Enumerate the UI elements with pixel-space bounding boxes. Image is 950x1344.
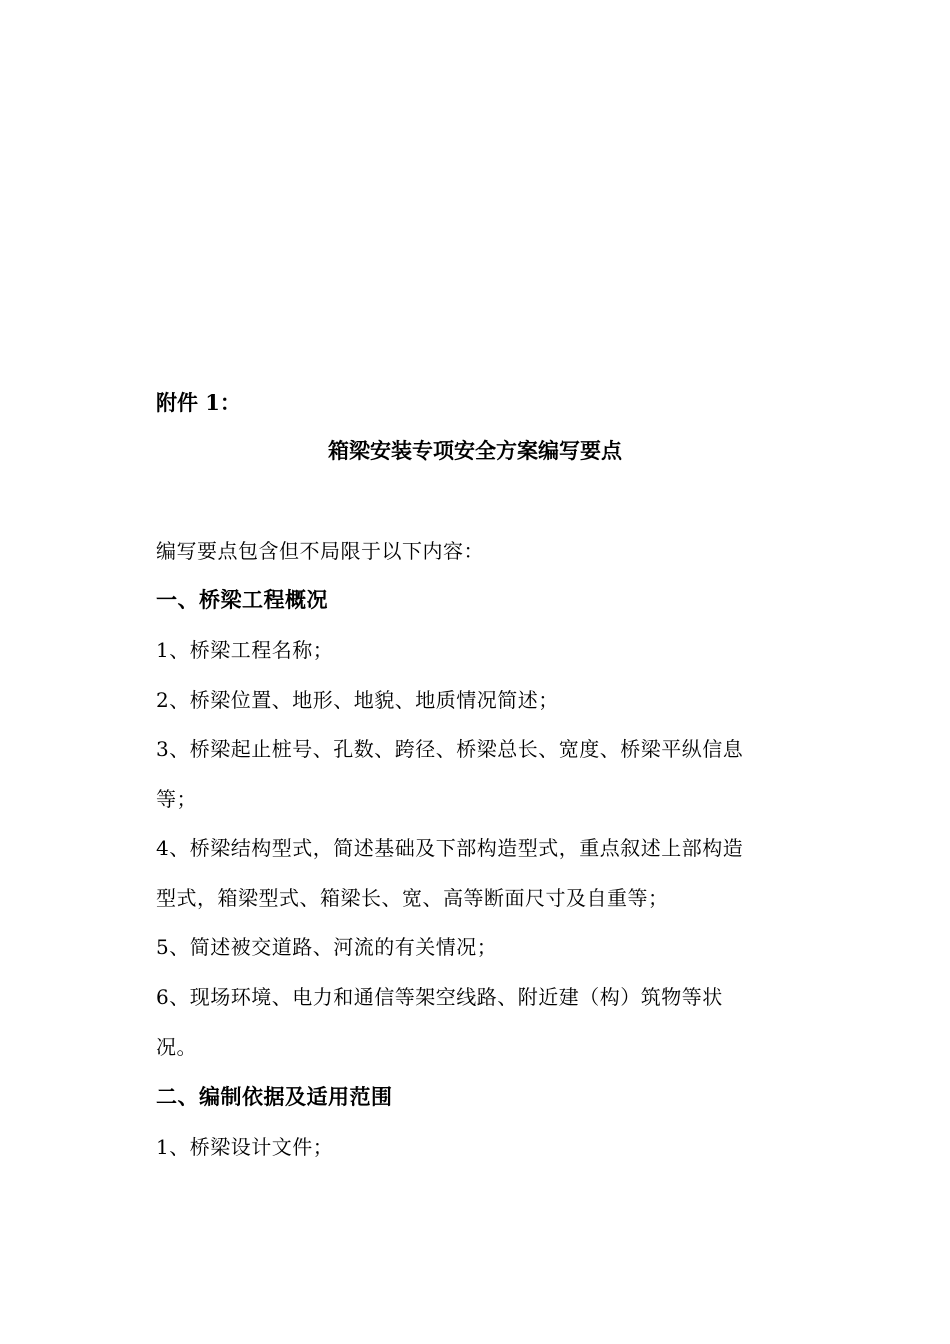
- list-item-continuation: 况。: [156, 1035, 197, 1059]
- list-item: 6、现场环境、电力和通信等架空线路、附近建（构）筑物等状: [156, 985, 723, 1009]
- list-item: 5、简述被交道路、河流的有关情况；: [156, 935, 498, 959]
- list-item: 2、桥梁位置、地形、地貌、地质情况简述；: [156, 688, 559, 712]
- document-title: 箱梁安装专项安全方案编写要点: [328, 438, 622, 463]
- list-item: 4、桥梁结构型式，简述基础及下部构造型式，重点叙述上部构造: [156, 836, 744, 860]
- list-item: 3、桥梁起止桩号、孔数、跨径、桥梁总长、宽度、桥梁平纵信息: [156, 737, 744, 761]
- section-heading-overview: 一、桥梁工程概况: [156, 587, 328, 612]
- section-heading-basis: 二、编制依据及适用范围: [156, 1084, 393, 1109]
- list-item: 1、桥梁设计文件；: [156, 1135, 334, 1159]
- list-item-continuation: 型式，箱梁型式、箱梁长、宽、高等断面尺寸及自重等；: [156, 886, 669, 910]
- list-item: 1、桥梁工程名称；: [156, 638, 334, 662]
- attachment-label: 附件 1：: [156, 390, 241, 415]
- list-item-continuation: 等；: [156, 787, 197, 811]
- intro-paragraph: 编写要点包含但不局限于以下内容：: [156, 539, 484, 563]
